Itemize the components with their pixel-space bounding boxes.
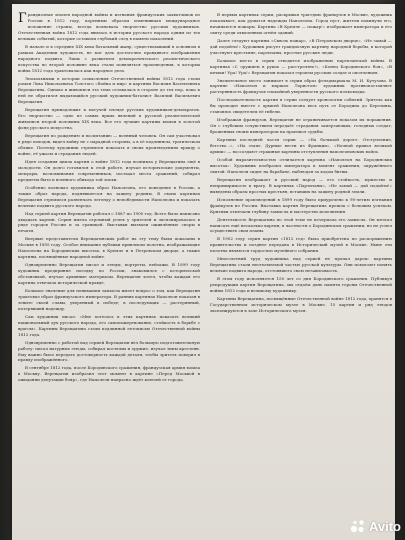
paragraph: Особой выразительностью отличается картина «Наполеон на Бородинских высотах». Художник изобразил императора в момент сражения, окружённого свитой. Наполеон сидит на барабане, наблюдая за ходом битвы. [210,156,392,174]
paragraph: В 1902 году серия картин «1812 год» была приобретена по распоряжению правительства и позднее передана в Исторический музей в Москве. Ныне эти полотна являются гордостью музейного собрания. [210,236,392,254]
paragraph-text: рандиозная эпопея народной войны и изгнания французских захватчиков из России в 1812 году, коренным образом изменившая международное положение страны, всегда волновала творчество русских художников. Отечественная война 1812 года явилась в истории русского народа одним из тех великих событий, которые оставили глубокий след в памяти поколений. [18,12,200,41]
paragraph: Многолетний труд художника над серией не пропал даром: картины Верещагина стали неотъемлемой частью русской культуры. Они помогают понять величие подвига народа, отстоявшего свою независимость. [210,256,392,274]
text-column-left [18,4,200,540]
paragraph: Впервые представители Верещагинских работ на эту тему были показаны в Москве в 1895 году. Особое внимание публики привлекли полотна, изображающие Наполеона на Бородинских высотах, в Кремле и в Петровском дворце, а также картины, посвящённые народной войне. [18,236,200,260]
text-column-right [210,4,392,540]
paragraph: В этом году исполняется 150 лет со дня Бородинского сражения. Публикуя репродукции картин Верещагина, мы отдаём дань памяти героям Отечественной войны 1812 года и великому художнику. [210,276,392,294]
paragraph: Верещагин изображает и русский народ — его стойкость, мужество и непримиримость к врагу. В картинах «Партизаны», «Не замай — дай подойти!» выведены образы простых крестьян, вставших на защиту родной земли. [210,176,392,194]
paragraph [18,4,200,42]
paragraph: Деятельность Верещагина по этой теме не исчерпала его замысла. Он мечтал написать ещё несколько картин, в частности о Бородинском сражении, но не успел осуществить свои планы. [210,216,392,234]
paragraph: Значительное место занимает в серии образ фельдмаршала М. И. Кутузова. В картине «Наполеон и маршал Лористон» художник противопоставляет растерянность французов спокойной уверенности русского полководца. [210,77,392,95]
paragraph: Изображая французов, Верещагин не ограничивается показом их поражения. Он с глубоким сочувствием передаёт страдания замерзающих, голодных солдат, брошенных своим императором на произвол судьбы. [210,117,392,135]
avito-watermark [350,518,401,534]
paragraph: Картины Верещагина, посвящённые Отечественной войне 1812 года, хранятся в Государственном историческом музее в Москве. 15 картин и ряд этюдов экспонируются в зале Исторического музея. [210,295,392,313]
paragraph: Особенно волновал художника образ Наполеона, его поведение в России, а также образ народа, поднявшегося на защиту родины. В своих картинах Верещагин стремился развенчать легенду о непобедимости Наполеона и показать величие подвига русского народа. [18,184,200,208]
paragraph: Над серией картин Верещагин работал с 1887 по 1900 год. Всего было написано двадцать картин. Серия имела огромный успех у зрителей и экспонировалась в ряде городов России и за границей. Выставки вызвали оживлённые споры в печати. [18,210,200,234]
paragraph: Большое место в серии отводится изображению партизанской войны. В картинах «С оружием в руках — расстрелять!», «Конец Бородинского боя», «В штыки! Ура! Ура!» Верещагин показал героизм русских солдат и ополченцев. [210,57,392,75]
paragraph: Исполнение произведений в 1899 году было приурочено к 90-летию изгнания французов из России. Выставка картин Верещагина прошла с большим успехом. Критики отмечали глубину замысла и мастерство исполнения. [210,196,392,214]
paragraph: Идея создания цикла картин о войне 1812 года возникла у Верещагина ещё в молодости. Он долго готовился к этой работе, изучал исторические документы, мемуары, воспоминания современников, посещал места сражений, собирал предметы быта и военного обихода той эпохи. [18,158,200,182]
paragraph: Верещагин по рождению и воспитанию — военный человек. Он сам участвовал в ряде походов, видел войну не с парадной стороны, а в её подлинном, трагическом облике. Поэтому художник стремился показать в своих произведениях правду о войне, её ужасы и страдания людей. [18,133,200,156]
paragraph: Одновременно Верещагин писал и этюды, портреты, пейзажи. В 1899 году художник предпринял поездку по России, знакомился с исторической обстановкой, изучал архивные материалы. Верещагин хотел, чтобы каждая его картина отвечала исторической правде. [18,262,200,286]
paragraph: Сам художник писал: «Мне хотелось в этих картинах показать великий национальный дух русского народа, его самопожертвование, стойкость в борьбе с врагом». Картины Верещагина стали подлинной летописью Отечественной войны 1812 года. [18,313,200,337]
avito-logo-icon [350,518,366,534]
book-page [12,4,395,540]
paragraph: Эпохальными в истории осмысления Отечественной войны 1812 года стали роман Льва Николаевича Толстого «Война и мир» и картины Василия Васильевича Верещагина. Однако в живописи эта тема оставалась в стороне до тех пор, пока к ней не обратился выдающийся русский художник-баталист Василий Васильевич Верещагин. [18,75,200,105]
drop-cap: Г [18,11,27,26]
paragraph: В сентябре 1812 года, после Бородинского сражения, французская армия вошла в Москву. Верещагин изобразил этот момент в картине «Перед Москвой в ожидании депутации бояр», где Наполеон напрасно ждёт ключей от города. [18,365,200,383]
paragraph: В начале и в середине XIX века батальный жанр, существовавший в основном в рамках Академии художеств, не мог дать достаточно правдивого изображения народного подвига. Лишь с развитием демократического реалистического искусства во второй половине века стали появляться произведения, в которых война 1812 года трактовалась как народное дело. [18,43,200,73]
paragraph: Далее следуют картины «Сквозь пожар», «В Петровском дворце», «Не замай — дай подойти!» Художник рисует грандиозную картину народной борьбы, в которой участвуют крестьяне, партизаны, простые русские люди. [210,37,392,55]
paragraph: Верещагин принадлежит к могучей плеяде русских художников-демократов. Его творчество — одно из самых ярких явлений в русской реалистической живописи второй половины XIX века. Все его лучшие картины вошли в золотой фонд русского искусства. [18,107,200,131]
paragraph: Одновременно с работой над серией Верещагин вёл большую подготовительную работу: писал натурные этюды, собирал костюмы и оружие, изучал типы крестьян. Ему важно было передать достоверность каждой детали, чтобы зритель поверил в правду изображённого. [18,339,200,363]
paragraph: Большое значение для понимания замысла имеет вопрос о том, как Верещагин трактовал образ французского императора. В ранних картинах Наполеон показан в зените своей славы, уверенный в победе; в последующих — растерянный, потерявший надежду. [18,287,200,311]
paragraph: Картины последней части серии — «На большой дороге. Отступление, бегство...», «На этапе. Дурные вести из Франции», «Ночной привал великой армии» — воссоздают страшные картины отступления наполеоновских войск. [210,137,392,155]
paragraph: Последовательность картин в серии следует хронологии событий. Зритель как бы проходит вместе с армией Наполеона весь путь от Бородина до Березины, становясь свидетелем её гибели. [210,97,392,115]
paragraph: В первых картинах серии, раскрывая трагедию французов в Москве, художник показывает, как рушатся надежды Наполеона. Город пуст, жители покинули его, начинаются пожары. Картина «В Кремле — пожар!» изображает императора и его свиту среди охваченных огнём зданий. [210,12,392,35]
watermark-text: Avito [368,518,401,534]
